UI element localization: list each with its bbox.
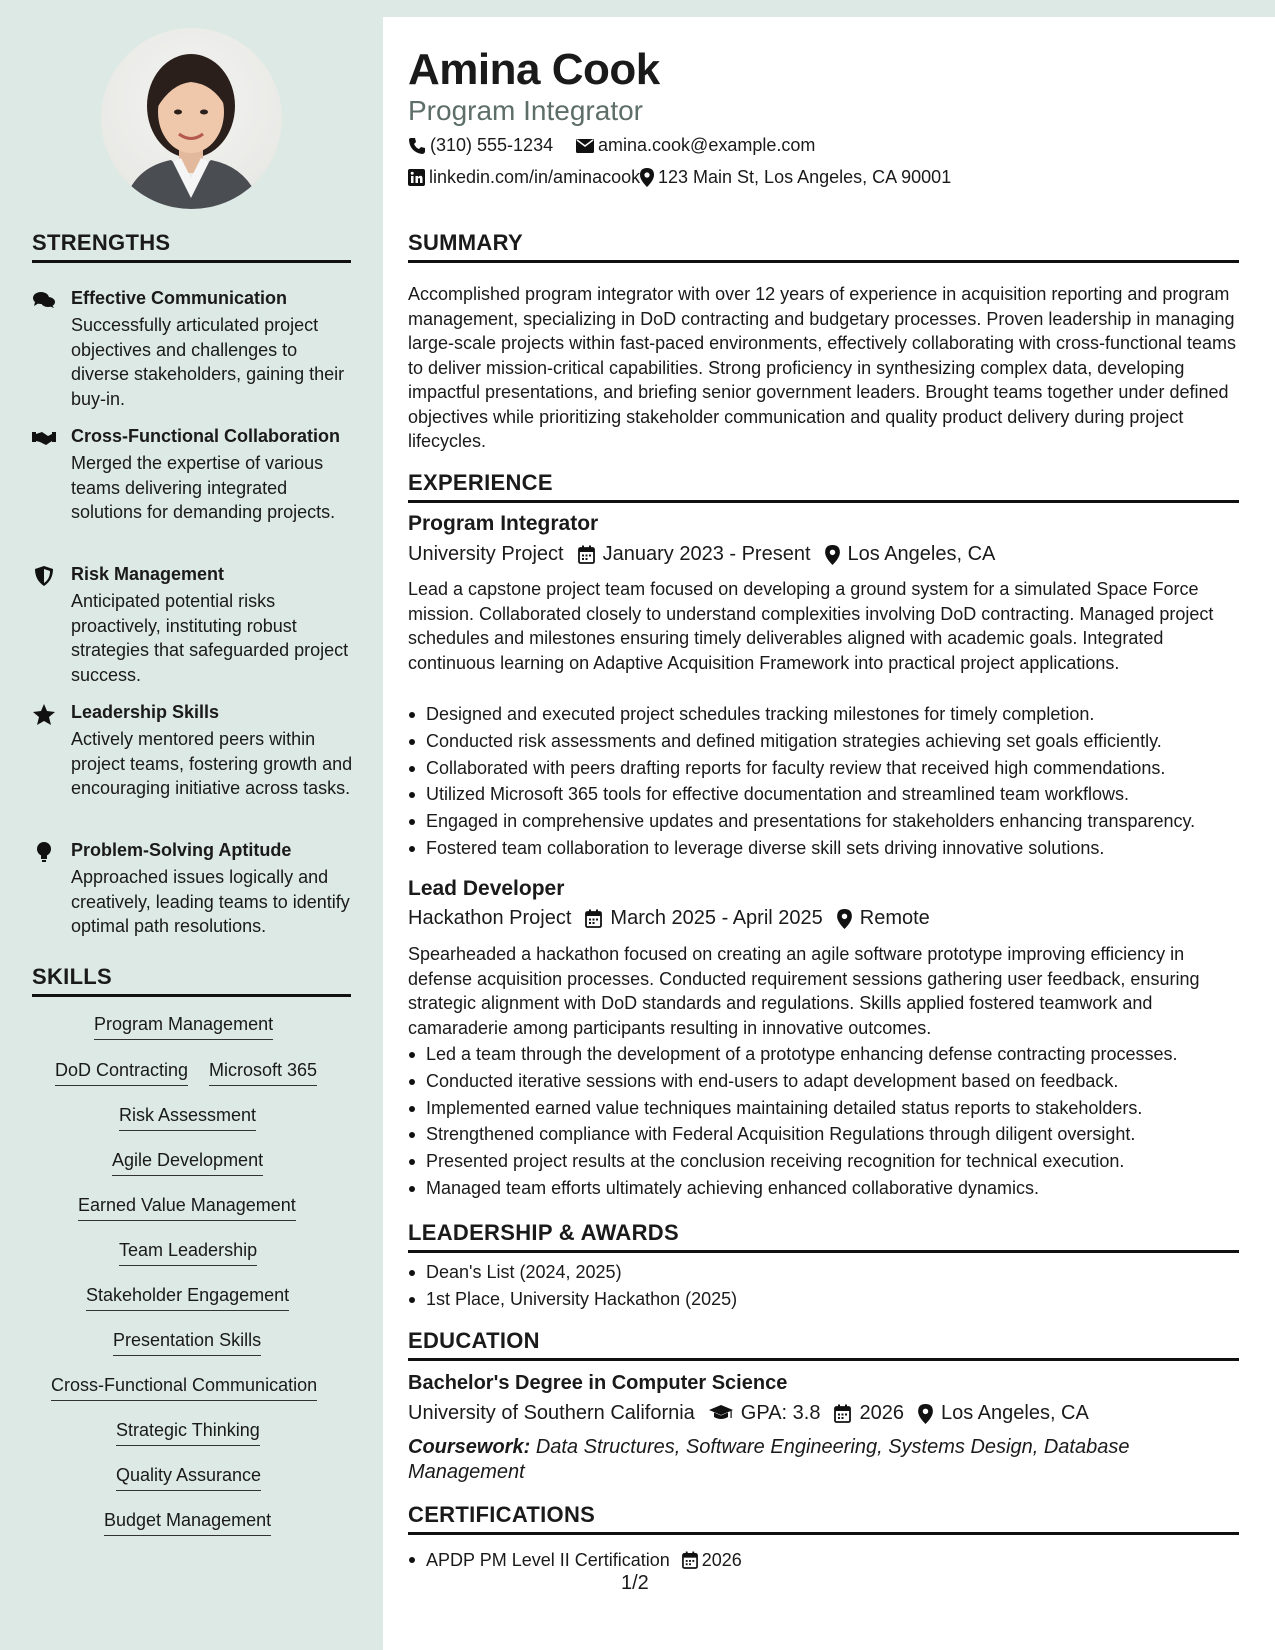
page-number: 1/2 xyxy=(621,1572,649,1594)
skill-tag: Earned Value Management xyxy=(78,1195,296,1221)
calendar-icon xyxy=(682,1551,698,1569)
list-item: Conducted risk assessments and defined mitigation strategies achieving set goals efficiently. xyxy=(408,729,1248,756)
strength-description: Anticipated potential risks proactively, instituting robust strategies that safeguarded project success. xyxy=(71,591,349,685)
list-item: Strengthened compliance with Federal Acquisition Regulations through diligent oversight. xyxy=(408,1122,1248,1149)
sidebar xyxy=(0,0,383,1650)
star-icon xyxy=(32,704,56,724)
job-role: Program Integrator xyxy=(408,512,599,535)
strength-title: Problem-Solving Aptitude xyxy=(71,840,292,860)
strength-title: Leadership Skills xyxy=(71,702,220,722)
skill-tag: Program Management xyxy=(94,1014,273,1040)
calendar-icon xyxy=(834,1404,851,1423)
skill-tag: Presentation Skills xyxy=(113,1330,261,1356)
map-marker-icon xyxy=(837,909,852,929)
strength-description: Merged the expertise of various teams delivering integrated solutions for demanding projects. xyxy=(71,453,336,522)
coursework xyxy=(408,1435,1168,1484)
map-marker-icon xyxy=(640,168,654,187)
job-description: Lead a capstone project team focused on developing a ground system for a simulated Space Force mission. Collaborated closely to understand complexities involving DoD contracting. Managed project schedules and milestones ensuring timely deliverables aligned with academic goals. Integrated continuous learning on Adaptive Acquisition Framework into practical project applications. xyxy=(408,579,1214,673)
education-heading: EDUCATION xyxy=(408,1328,1239,1361)
graduation-year: 2026 xyxy=(859,1402,904,1424)
strength-title: Risk Management xyxy=(71,564,225,584)
list-item xyxy=(408,1547,1248,1574)
profile-photo xyxy=(101,28,282,209)
phone-number: (310) 555-1234 xyxy=(430,135,554,155)
list-item: Dean's List (2024, 2025) xyxy=(408,1260,1248,1287)
phone-icon xyxy=(408,137,426,155)
job-description: Spearheaded a hackathon focused on creating an agile software prototype improving efficiency in defense acquisition processes. Conducted requirement sessions gathering user feedback, ensuring strategic alignment with DoD standards and regulations. Skills applied fostered teamwork and camaraderie among participants resulting in innovative outcomes. xyxy=(408,944,1200,1038)
home-address: 123 Main St, Los Angeles, CA 90001 xyxy=(658,167,952,187)
strength-title: Cross-Functional Collaboration xyxy=(71,426,341,446)
job-bullets xyxy=(408,1042,1248,1203)
email-address[interactable]: amina.cook@example.com xyxy=(598,135,816,155)
map-marker-icon xyxy=(825,545,840,565)
calendar-icon xyxy=(585,909,602,928)
skill-tag: Agile Development xyxy=(112,1150,263,1176)
coursework-label: Coursework: xyxy=(408,1436,531,1458)
strengths-heading: STRENGTHS xyxy=(32,230,351,263)
skill-tag: Risk Assessment xyxy=(119,1105,256,1131)
gpa: GPA: 3.8 xyxy=(740,1402,821,1424)
list-item: Managed team efforts ultimately achieving enhanced collaborative dynamics. xyxy=(408,1176,1248,1203)
skill-tag: Quality Assurance xyxy=(116,1465,261,1491)
list-item: 1st Place, University Hackathon (2025) xyxy=(408,1287,1248,1314)
job-role: Lead Developer xyxy=(408,877,565,900)
shield-icon xyxy=(32,566,56,586)
degree-title: Bachelor's Degree in Computer Science xyxy=(408,1372,788,1394)
candidate-name: Amina Cook xyxy=(408,45,660,94)
awards-heading: LEADERSHIP & AWARDS xyxy=(408,1220,1239,1253)
school-name: University of Southern California xyxy=(408,1402,695,1424)
phone-contact xyxy=(408,135,553,156)
main-content xyxy=(383,17,1275,1650)
skill-tag: Strategic Thinking xyxy=(116,1420,260,1446)
certification-name: APDP PM Level II Certification xyxy=(426,1550,670,1571)
list-item: Implemented earned value techniques maintaining detailed status reports to stakeholders. xyxy=(408,1096,1248,1123)
linkedin-url[interactable]: linkedin.com/in/aminacook xyxy=(429,167,641,187)
summary-text: Accomplished program integrator with over 12 years of experience in acquisition reporting and program management, specializing in DoD contracting and budgetary processes. Proven leadership in managing large-scale projects within fast-paced environments, effectively collaborating with cross-functional teams to deliver mission-critical capabilities. Strong proficiency in synthesizing complex data, developing impactful presentations, and briefing senior government leaders. Brought teams together under defined objectives while prioritizing stakeholder communication and quality product delivery during project lifecycles. xyxy=(408,284,1237,451)
linkedin-icon xyxy=(408,169,425,186)
strength-description: Successfully articulated project objectives and challenges to diverse stakeholders, gaining their buy-in. xyxy=(71,315,345,409)
comments-icon xyxy=(32,290,56,310)
handshake-icon xyxy=(32,428,56,448)
skill-tag: Stakeholder Engagement xyxy=(86,1285,289,1311)
awards-list xyxy=(408,1260,1248,1314)
education-meta xyxy=(408,1402,1089,1425)
certification-year: 2026 xyxy=(701,1550,742,1571)
envelope-icon xyxy=(576,139,594,153)
email-contact xyxy=(576,135,815,156)
list-item: Fostered team collaboration to leverage diverse skill sets driving innovative solutions. xyxy=(408,836,1248,863)
list-item: Led a team through the development of a prototype enhancing defense contracting processes. xyxy=(408,1042,1248,1069)
job-location: Los Angeles, CA xyxy=(847,543,996,565)
list-item: Collaborated with peers drafting reports for faculty review that received high commendations. xyxy=(408,756,1248,783)
skill-tag: Team Leadership xyxy=(119,1240,257,1266)
strength-description: Actively mentored peers within project teams, fostering growth and encouraging initiative across tasks. xyxy=(71,729,353,798)
coursework-list: Data Structures, Software Engineering, Systems Design, Database Management xyxy=(408,1436,1130,1483)
skill-tag: Cross-Functional Communication xyxy=(51,1375,317,1401)
summary-heading: SUMMARY xyxy=(408,230,1239,263)
list-item: Engaged in comprehensive updates and presentations for stakeholders enhancing transparency. xyxy=(408,809,1248,836)
skill-tag: Budget Management xyxy=(104,1510,271,1536)
job-organization: Hackathon Project xyxy=(408,907,572,929)
job-meta xyxy=(408,543,995,566)
list-item: Conducted iterative sessions with end-users to adapt development based on feedback. xyxy=(408,1069,1248,1096)
list-item: Utilized Microsoft 365 tools for effective documentation and streamlined team workflows. xyxy=(408,782,1248,809)
list-item: Presented project results at the conclusion receiving recognition for technical execution. xyxy=(408,1149,1248,1176)
experience-heading: EXPERIENCE xyxy=(408,470,1239,503)
job-meta xyxy=(408,907,930,930)
linkedin-contact xyxy=(408,167,640,188)
skills-heading: SKILLS xyxy=(32,964,351,997)
job-bullets xyxy=(408,702,1248,863)
job-location: Remote xyxy=(859,907,930,929)
lightbulb-icon xyxy=(32,842,56,862)
strength-description: Approached issues logically and creatively, leading teams to identify optimal path resolutions. xyxy=(71,867,350,936)
job-dates: March 2025 - April 2025 xyxy=(610,907,823,929)
strength-title: Effective Communication xyxy=(71,288,288,308)
school-location: Los Angeles, CA xyxy=(940,1402,1089,1424)
address-contact xyxy=(640,167,951,188)
graduation-cap-icon xyxy=(709,1405,733,1422)
candidate-title: Program Integrator xyxy=(408,95,643,126)
skill-tag: DoD Contracting xyxy=(55,1060,188,1086)
certifications-heading: CERTIFICATIONS xyxy=(408,1502,1239,1535)
job-organization: University Project xyxy=(408,543,564,565)
list-item: Designed and executed project schedules tracking milestones for timely completion. xyxy=(408,702,1248,729)
certifications-list xyxy=(408,1547,1248,1574)
map-marker-icon xyxy=(918,1404,933,1424)
calendar-icon xyxy=(578,545,595,564)
skill-tag: Microsoft 365 xyxy=(209,1060,317,1086)
job-dates: January 2023 - Present xyxy=(602,543,811,565)
